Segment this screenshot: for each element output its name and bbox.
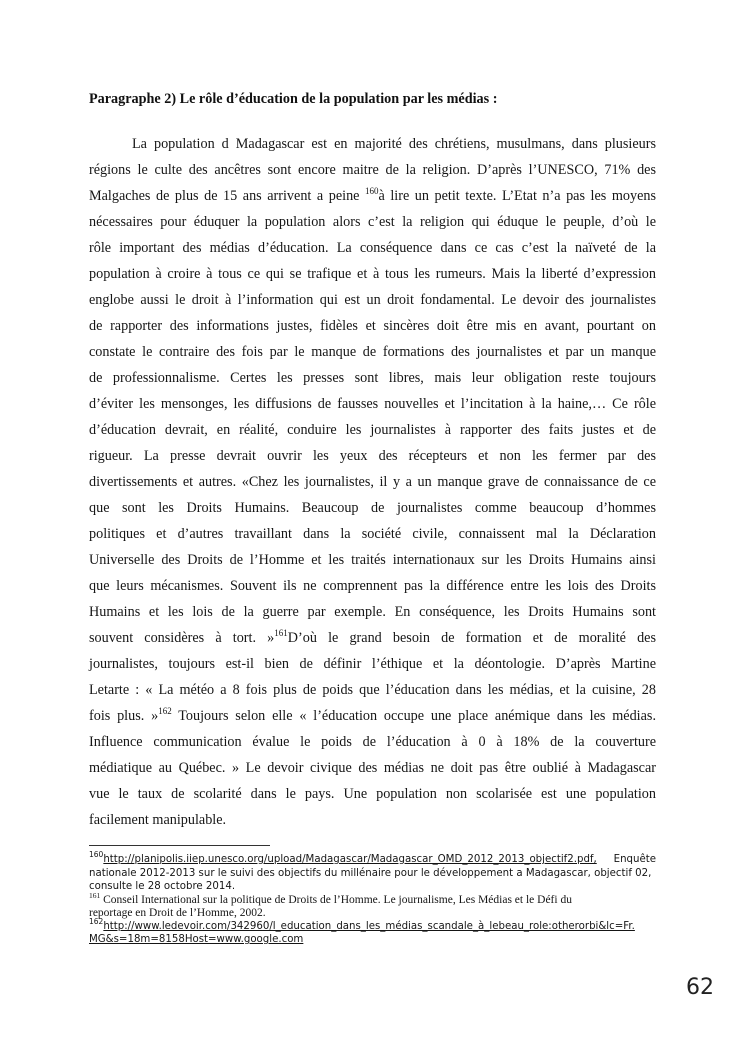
text-line: que leurs mécanismes. Souvent ils ne comprennent pas la différence entre les lois des Droits <box>89 578 656 594</box>
text-line <box>89 183 656 209</box>
footnote-link-continued[interactable]: MG&s=18m=8158Host=www.google.com <box>89 934 304 945</box>
footnote-160 <box>89 850 656 894</box>
footnote-161 <box>89 890 656 920</box>
footnote-line: reportage en Droit de l’Homme, 2002. <box>89 906 266 919</box>
text-segment: à lire un petit texte. L’Etat n’a pas les moyens <box>378 188 656 204</box>
footnote-number: 160 <box>89 850 104 859</box>
footnote-text: Conseil International sur la politique de Droits de l’Homme. Le journalisme, Les Médias et le Défi du <box>100 893 572 906</box>
text-segment: Malgaches de plus de 15 ans arrivent a peine <box>89 188 366 204</box>
footnote-ref-162[interactable]: 162 <box>158 706 172 716</box>
footnote-link[interactable]: http://www.ledevoir.com/342960/l_education_dans_les_médias_scandale_à_lebeau_role:otherorbi&lc=Fr. <box>103 920 635 932</box>
text-line: Influence communication évalue le poids de l’éducation à 0 à 18% de la couverture <box>89 734 656 750</box>
text-line: rigueur. La presse devrait ouvrir les yeux des récepteurs et non les fermer par des <box>89 448 656 464</box>
text-line: journalistes, toujours est-il bien de définir l’éthique et la déontologie. D’après Martine <box>89 656 656 672</box>
text-segment: Toujours selon elle « l’éducation occupe une place anémique dans les médias. <box>171 708 656 724</box>
text-line: divertissements et autres. «Chez les journalistes, il y a un manque grave de connaissance de ce <box>89 474 656 490</box>
footnotes <box>89 850 656 947</box>
text-line: que sont les Droits Humains. Beaucoup de journalistes comme beaucoup d’hommes <box>89 500 656 516</box>
text-line: englobe aussi le droit à l’information qui est un droit fondamental. Le devoir des journalistes <box>89 292 656 308</box>
footnote-ref-161[interactable]: 161 <box>274 628 288 638</box>
text-line: population à croire à tous ce qui se trafique et à tous les rumeurs. Mais la liberté d’expression <box>89 266 656 282</box>
text-segment: souvent considères à tort. » <box>89 630 275 646</box>
footnote-number: 162 <box>89 916 104 926</box>
text-line: rôle important des médias d’éducation. La conséquence dans ce cas c’est la naïveté de la <box>89 240 656 256</box>
footnote-separator <box>89 845 270 846</box>
text-line <box>89 703 656 729</box>
text-line: régions le culte des ancêtres sont encore maitre de la religion. D’après l’UNESCO, 71% des <box>89 162 656 178</box>
footnote-line <box>89 916 656 934</box>
text-line: nécessaires pour éduquer la population alors c’est la religion qui éduque le peuple, d’où le <box>89 214 656 230</box>
text-segment: fois plus. » <box>89 708 159 724</box>
footnote-link[interactable]: http://planipolis.iiep.unesco.org/upload/Madagascar/Madagascar_OMD_2012_2013_objectif2.pdf, <box>103 854 597 865</box>
text-line: de professionnalisme. Certes les presses sont libres, mais leur obligation reste toujours <box>89 370 656 386</box>
footnote-line <box>89 890 656 907</box>
text-line: d’éviter les mensonges, les diffusions de fausses nouvelles et l’incitation à la haine,… Ce rôle <box>89 396 656 412</box>
footnote-text: Enquête <box>613 854 656 865</box>
text-line: de rapporter des informations justes, fidèles et sincères doit être mis en avant, pourtant on <box>89 318 656 334</box>
text-line: médiatique au Québec. » Le devoir civique des médias ne doit pas être oublié à Madagascar <box>89 760 656 776</box>
text-line: Letarte : « La météo a 8 fois plus de poids que l’éducation dans les médias, et la cuisine, 28 <box>89 682 656 698</box>
body-paragraph <box>89 131 656 833</box>
footnote-line: consulte le 28 octobre 2014. <box>89 881 236 892</box>
section-heading: Paragraphe 2) Le rôle d’éducation de la population par les médias : <box>89 91 498 107</box>
text-line: facilement manipulable. <box>89 812 227 828</box>
page-number: 62 <box>686 975 714 1000</box>
text-line: Humains et les lois de la guerre par exemple. En conséquence, les Droits Humains sont <box>89 604 656 620</box>
footnote-162 <box>89 916 656 947</box>
footnote-number: 161 <box>89 890 101 900</box>
footnote-ref-160[interactable]: 160 <box>365 186 379 196</box>
footnote-line: nationale 2012-2013 sur le suivi des objectifs du millénaire pour le développement a Madagascar, objectif 02, <box>89 867 652 879</box>
text-line: constate le contraire des fois par le manque de formations des journalistes et par un manque <box>89 344 656 360</box>
footnote-line <box>89 850 656 867</box>
text-line <box>89 625 656 651</box>
text-segment: D’où le grand besoin de formation et de moralité des <box>287 630 656 646</box>
text-line: vue le taux de scolarité dans le pays. Une population non scolarisée est une population <box>89 786 656 802</box>
text-line: politiques et d’autres travaillant dans la société civile, connaissent mal la Déclaration <box>89 526 656 542</box>
text-line: La population d Madagascar est en majorité des chrétiens, musulmans, dans plusieurs <box>132 136 656 152</box>
text-line: d’éducation devrait, en réalité, conduire les journalistes à rapporter des faits justes et de <box>89 422 656 438</box>
text-line: Universelle des Droits de l’Homme et les traités internationaux sur les Droits Humains ainsi <box>89 552 656 568</box>
